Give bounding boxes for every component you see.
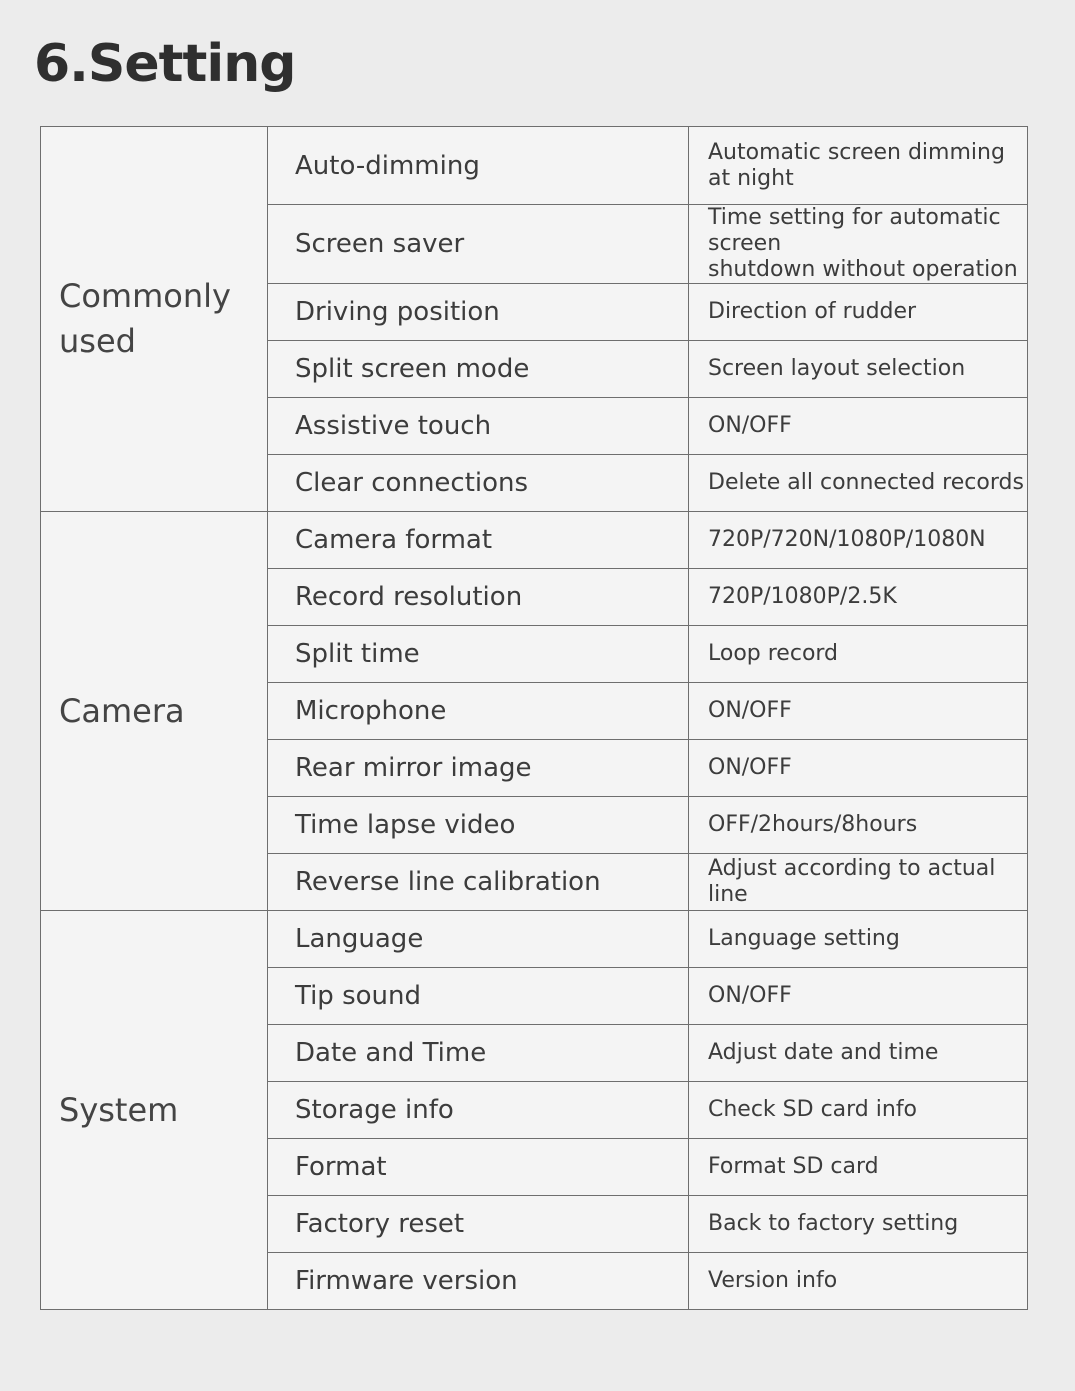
setting-name: Format <box>268 1139 689 1196</box>
setting-description: Time setting for automatic screen shutdown without operation <box>689 205 1028 284</box>
setting-description: ON/OFF <box>689 683 1028 740</box>
setting-description: Delete all connected records <box>689 455 1028 512</box>
group-label-commonly-used: Commonly used <box>41 127 268 512</box>
setting-description: ON/OFF <box>689 398 1028 455</box>
group-label-system: System <box>41 911 268 1310</box>
group-label-camera: Camera <box>41 512 268 911</box>
setting-name: Tip sound <box>268 968 689 1025</box>
setting-description: Back to factory setting <box>689 1196 1028 1253</box>
setting-description: Check SD card info <box>689 1082 1028 1139</box>
setting-name: Screen saver <box>268 205 689 284</box>
setting-name: Camera format <box>268 512 689 569</box>
setting-name: Date and Time <box>268 1025 689 1082</box>
setting-name: Microphone <box>268 683 689 740</box>
setting-name: Firmware version <box>268 1253 689 1310</box>
setting-name: Assistive touch <box>268 398 689 455</box>
table-row <box>41 127 1028 205</box>
setting-name: Rear mirror image <box>268 740 689 797</box>
setting-name: Storage info <box>268 1082 689 1139</box>
setting-description: Adjust according to actual line <box>689 854 1028 911</box>
setting-name: Auto-dimming <box>268 127 689 205</box>
page-title: 6.Setting <box>34 34 296 94</box>
setting-name: Language <box>268 911 689 968</box>
table-row <box>41 911 1028 968</box>
setting-name: Record resolution <box>268 569 689 626</box>
setting-name: Reverse line calibration <box>268 854 689 911</box>
setting-description: Version info <box>689 1253 1028 1310</box>
setting-description: Adjust date and time <box>689 1025 1028 1082</box>
settings-table <box>40 126 1028 1310</box>
setting-description: Format SD card <box>689 1139 1028 1196</box>
setting-description: OFF/2hours/8hours <box>689 797 1028 854</box>
setting-name: Time lapse video <box>268 797 689 854</box>
settings-table-body <box>41 127 1028 1310</box>
setting-description: 720P/720N/1080P/1080N <box>689 512 1028 569</box>
setting-name: Factory reset <box>268 1196 689 1253</box>
setting-description: 720P/1080P/2.5K <box>689 569 1028 626</box>
setting-description: ON/OFF <box>689 740 1028 797</box>
setting-name: Clear connections <box>268 455 689 512</box>
setting-description: ON/OFF <box>689 968 1028 1025</box>
setting-description: Language setting <box>689 911 1028 968</box>
setting-description: Screen layout selection <box>689 341 1028 398</box>
setting-description: Direction of rudder <box>689 284 1028 341</box>
setting-name: Split time <box>268 626 689 683</box>
setting-name: Split screen mode <box>268 341 689 398</box>
setting-name: Driving position <box>268 284 689 341</box>
setting-description: Loop record <box>689 626 1028 683</box>
table-row <box>41 512 1028 569</box>
setting-description: Automatic screen dimming at night <box>689 127 1028 205</box>
